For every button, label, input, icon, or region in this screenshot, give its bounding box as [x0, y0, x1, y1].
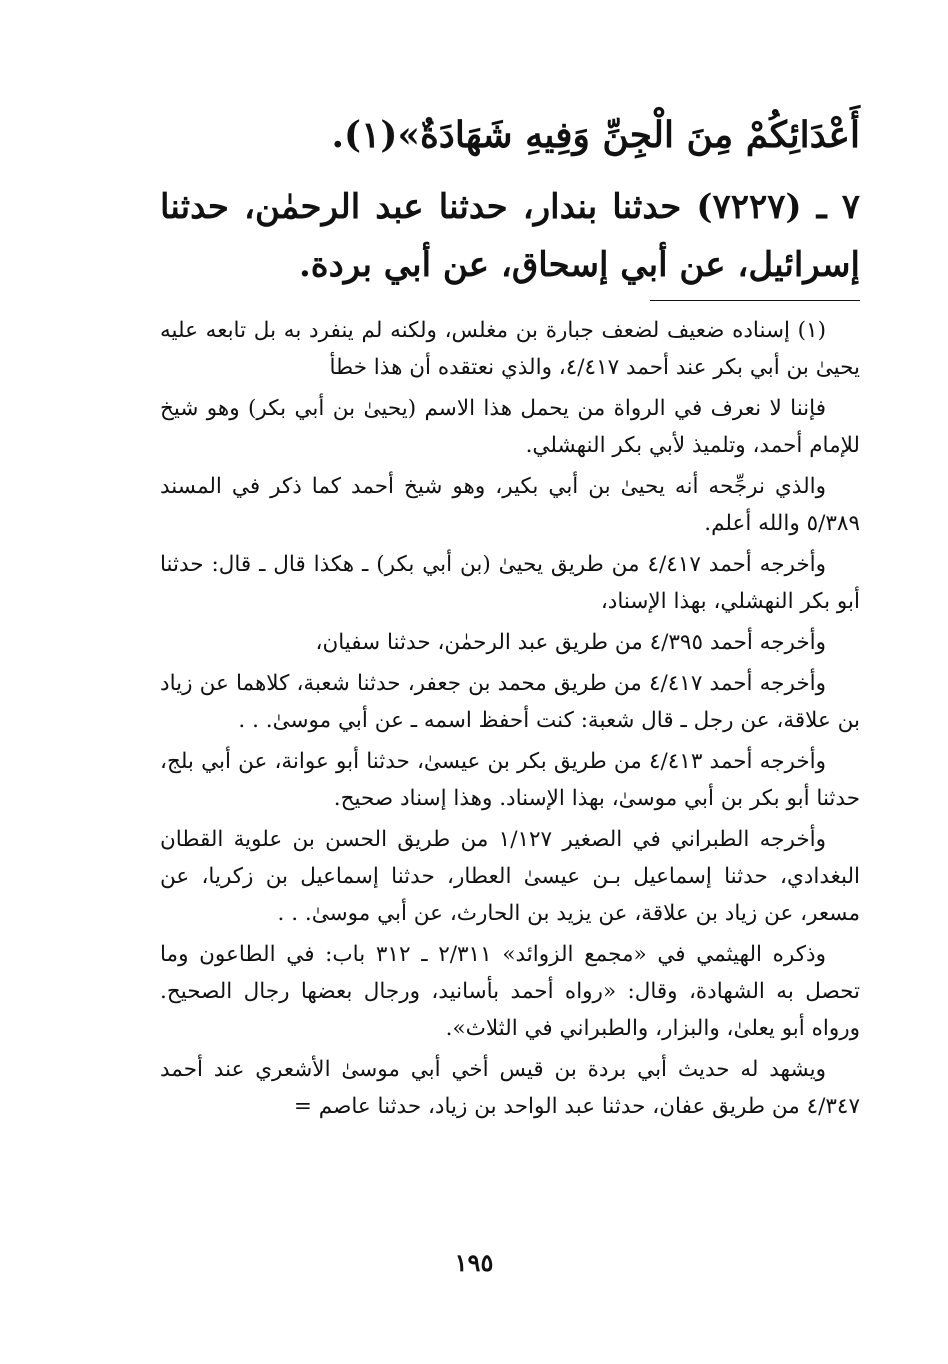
main-text-line-1: أَعْدَائِكُمْ مِنَ الْجِنِّ وَفِيهِ شَهَادَةٌ»(١).	[331, 114, 860, 156]
page-number: ١٩٥	[454, 1248, 494, 1277]
footnote-paragraph-10: ويشهد له حديث أبي بردة بن قيس أخي أبي موسىٰ الأشعري عند أحمد ٤/٣٤٧ من طريق عفان، حدثنا عبد الواحد بن زياد، حدثنا عاصم =	[160, 1057, 860, 1119]
footnote-paragraph-6: وأخرجه أحمد ٤/٤١٧ من طريق محمد بن جعفر، حدثنا شعبة، كلاهما عن زياد بن علاقة، عن رجل ـ قال شعبة: كنت أحفظ اسمه ـ عن أبي موسىٰ. . .	[160, 671, 860, 733]
main-text-line-2: ٧ ـ (٧٢٢٧) حدثنا بندار، حدثنا عبد الرحمٰن، حدثنا	[160, 187, 860, 227]
footnote-paragraph-1: (١) إسناده ضعيف لضعف جبارة بن مغلس، ولكنه لم ينفرد به بل تابعه عليه يحيىٰ بن أبي بكر عند أحمد ٤/٤١٧، والذي نعتقده أن هذا خطأ	[160, 318, 860, 380]
footnote-paragraph-5: وأخرجه أحمد ٤/٣٩٥ من طريق عبد الرحمٰن، حدثنا سفيان،	[315, 630, 826, 655]
footnotes	[160, 312, 860, 1129]
footnote-paragraph-9: وذكره الهيثمي في «مجمع الزوائد» ٢/٣١١ ـ ٣١٢ باب: في الطاعون وما تحصل به الشهادة، وقال: «رواه أحمد بأسانيد، ورجال بعضها رجال الصحيح. ورواه أبو يعلىٰ، والبزار، والطبراني في الثلاث».	[160, 942, 860, 1041]
footnote-separator	[650, 300, 860, 301]
footnote-paragraph-8: وأخرجه الطبراني في الصغير ١/١٢٧ من طريق الحسن بن علوية القطان البغدادي، حدثنا إسماعيل بـن عيسىٰ العطار، حدثنا إسماعيل بن زكريا، عن مسعر، عن زياد بن علاقة، عن يزيد بن الحارث، عن أبي موسىٰ. . .	[160, 827, 860, 926]
main-text-line-3: إسرائيل، عن أبي إسحاق، عن أبي بردة.	[298, 245, 860, 285]
footnote-paragraph-3: والذي نرجِّحه أنه يحيىٰ بن أبي بكير، وهو شيخ أحمد كما ذكر في المسند ٥/٣٨٩ والله أعلم.	[160, 474, 860, 536]
footnote-paragraph-2: فإننا لا نعرف في الرواة من يحمل هذا الاسم (يحيىٰ بن أبي بكر) وهو شيخ للإمام أحمد، وتلميذ لأبي بكر النهشلي.	[160, 396, 860, 458]
footnote-paragraph-4: وأخرجه أحمد ٤/٤١٧ من طريق يحيىٰ (بن أبي بكر) ـ هكذا قال ـ قال: حدثنا أبو بكر النهشلي، بهذا الإسناد،	[160, 552, 860, 614]
footnote-paragraph-7: وأخرجه أحمد ٤/٤١٣ من طريق بكر بن عيسىٰ، حدثنا أبو عوانة، عن أبي بلج، حدثنا أبو بكر بن أبي موسىٰ، بهذا الإسناد. وهذا إسناد صحيح.	[160, 749, 860, 811]
